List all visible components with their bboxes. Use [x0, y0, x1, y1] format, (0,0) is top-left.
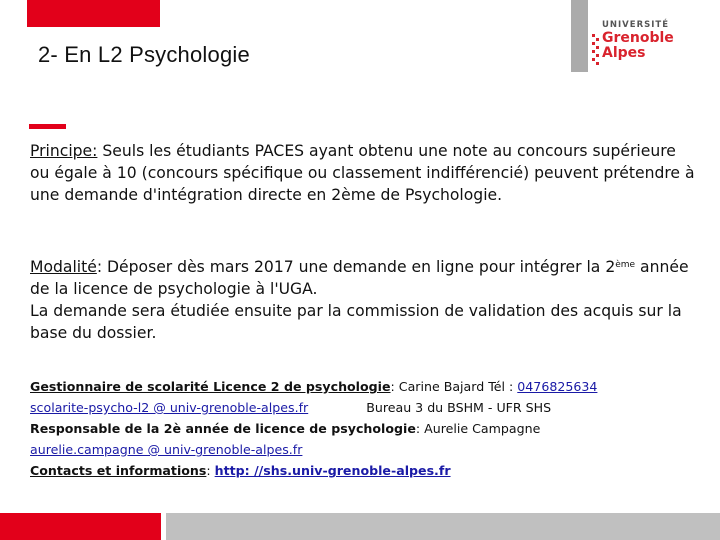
principe-paragraph — [30, 140, 700, 206]
responsable-text: : Aurelie Campagne — [415, 421, 541, 436]
principe-text: Seuls les étudiants PACES ayant obtenu une note au concours supérieure ou égale à 10 (concours spécifique ou classement indifférencié) peuvent prétendre à une demande d'intégration directe en 2ème de Psychologie. — [30, 142, 695, 204]
footer-gray-bar — [166, 513, 720, 540]
modalite-text-2: année de la licence de psychologie à l'UGA. — [30, 258, 689, 298]
slide-title: 2- En L2 Psychologie — [38, 42, 250, 67]
bureau-text: Bureau 3 du BSHM - UFR SHS — [366, 400, 552, 415]
logo-mark-icon — [592, 34, 600, 70]
website-link[interactable]: http: //shs.univ-grenoble-alpes.fr — [214, 463, 451, 478]
responsable-label: Responsable de la 2è année de licence de psychologie — [30, 421, 416, 436]
footer-red-bar — [0, 513, 161, 540]
email-bureau-line — [30, 397, 700, 418]
email-scolarite-link[interactable]: scolarite-psycho-l2 @ univ-grenoble-alpes.fr — [30, 400, 309, 415]
gestionnaire-text: : Carine Bajard Tél : — [390, 379, 518, 394]
logo-top-line: UNIVERSITÉ — [602, 20, 669, 30]
header-red-tab — [27, 0, 160, 27]
accent-bar — [29, 124, 66, 129]
principe-label: Principe: — [30, 142, 98, 160]
contacts-block — [30, 376, 700, 481]
university-logo — [592, 20, 680, 72]
modalite-text-3: La demande sera étudiée ensuite par la commission de validation des acquis sur la base du dossier. — [30, 302, 682, 342]
logo-name — [602, 31, 674, 61]
modalite-text-1: : Déposer dès mars 2017 une demande en ligne pour intégrer la 2 — [96, 258, 616, 276]
email-responsable-link[interactable]: aurelie.campagne @ univ-grenoble-alpes.fr — [30, 442, 303, 457]
phone-link[interactable]: 0476825634 — [517, 379, 598, 394]
responsable-line — [30, 418, 700, 439]
info-sep: : — [206, 463, 215, 478]
email-responsable-line — [30, 439, 700, 460]
info-line — [30, 460, 700, 481]
modalite-paragraph — [30, 256, 700, 344]
modalite-label: Modalité — [30, 258, 97, 276]
logo-gray-bar — [571, 0, 588, 72]
gestionnaire-label: Gestionnaire de scolarité Licence 2 de psychologie — [30, 379, 391, 394]
gestionnaire-line — [30, 376, 700, 397]
modalite-superscript: ème — [615, 260, 636, 270]
logo-line-2: Alpes — [602, 45, 646, 61]
info-label: Contacts et informations — [30, 463, 207, 478]
logo-line-1: Grenoble — [602, 30, 674, 46]
